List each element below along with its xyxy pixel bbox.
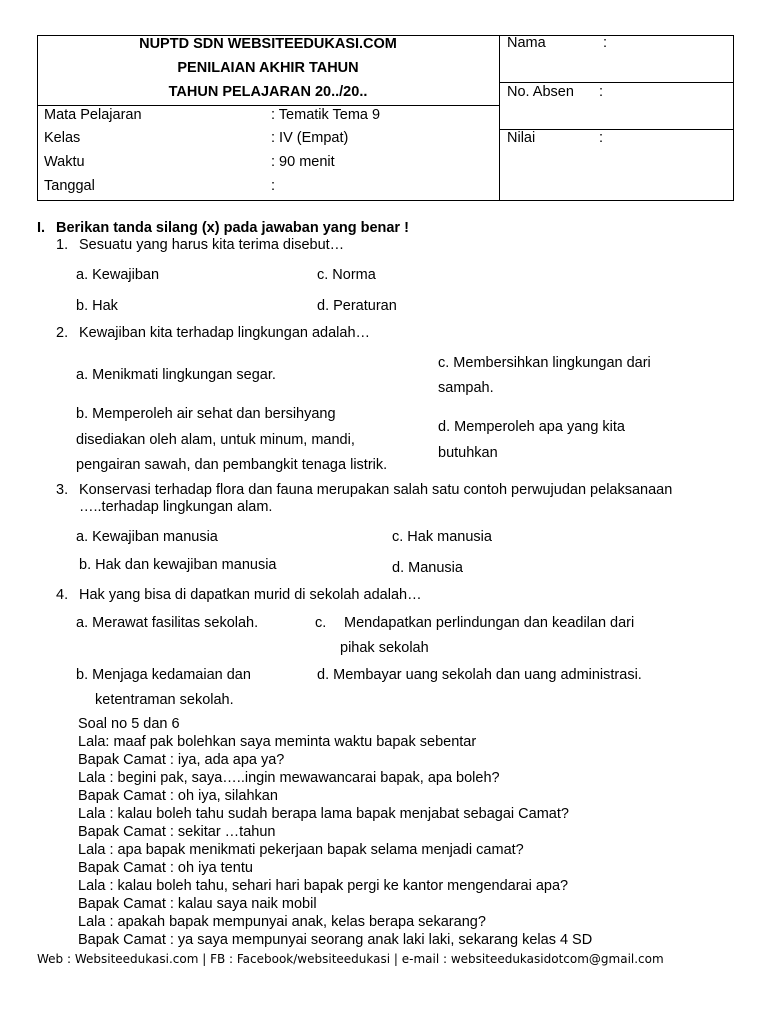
- absen-label: No. Absen: [507, 84, 574, 100]
- absen-colon: :: [599, 84, 604, 100]
- question-3-text-line-1: Konservasi terhadap flora dan fauna merupakan salah satu contoh perwujudan pelaksanaan: [79, 482, 673, 498]
- question-3-option-c: c. Hak manusia: [392, 529, 492, 545]
- question-4-option-b-line-1: b. Menjaga kedamaian dan: [76, 667, 251, 683]
- section-instruction: Berikan tanda silang (x) pada jawaban yang benar !: [56, 220, 409, 236]
- question-3-option-d: d. Manusia: [392, 560, 463, 576]
- dialog-line: Bapak Camat : iya, ada apa ya?: [78, 752, 285, 768]
- question-4-option-d: d. Membayar uang sekolah dan uang administrasi.: [317, 667, 642, 683]
- question-1-option-d: d. Peraturan: [317, 298, 397, 314]
- question-2-option-b-line-1: b. Memperoleh air sehat dan bersihyang: [76, 406, 336, 422]
- question-4-option-c-line-1: Mendapatkan perlindungan dan keadilan dari: [344, 615, 635, 631]
- field-label-class: Kelas: [44, 130, 81, 146]
- question-4-number: 4.: [56, 587, 69, 603]
- dialog-line: Lala : kalau boleh tahu sudah berapa lama bapak menjabat sebagai Camat?: [78, 806, 569, 822]
- field-value-time: : 90 menit: [271, 154, 335, 170]
- question-1-text: Sesuatu yang harus kita terima disebut…: [79, 237, 345, 253]
- question-3-text-line-2: …..terhadap lingkungan alam.: [79, 499, 273, 515]
- dialog-line: Lala : kalau boleh tahu, sehari hari bapak pergi ke kantor mengendarai apa?: [78, 878, 569, 894]
- question-2-option-b-line-2: disediakan oleh alam, untuk minum, mandi,: [76, 432, 355, 448]
- question-2-number: 2.: [56, 325, 69, 341]
- header-divider-vertical: [499, 35, 500, 201]
- question-2-option-c-line-1: c. Membersihkan lingkungan dari: [438, 355, 651, 371]
- field-value-class: : IV (Empat): [271, 130, 349, 146]
- question-3-option-a: a. Kewajiban manusia: [76, 529, 218, 545]
- header-divider-right-1: [499, 82, 734, 83]
- question-1-option-a: a. Kewajiban: [76, 267, 160, 283]
- field-value-date: :: [271, 178, 276, 194]
- question-3-number: 3.: [56, 482, 69, 498]
- question-4-text: Hak yang bisa di dapatkan murid di sekolah adalah…: [79, 587, 422, 603]
- question-3-option-b: b. Hak dan kewajiban manusia: [79, 557, 277, 573]
- name-label: Nama: [507, 35, 546, 51]
- dialog-line: Bapak Camat : sekitar …tahun: [78, 824, 276, 840]
- academic-year: TAHUN PELAJARAN 20../20..: [168, 84, 368, 100]
- question-2-option-d-line-2: butuhkan: [438, 445, 498, 461]
- question-2-option-d-line-1: d. Memperoleh apa yang kita: [438, 419, 625, 435]
- question-1-option-b: b. Hak: [76, 298, 118, 314]
- dialog-line: Bapak Camat : oh iya, silahkan: [78, 788, 278, 804]
- dialog-line: Lala : apa bapak menikmati pekerjaan bapak selama menjadi camat?: [78, 842, 524, 858]
- question-1-option-c: c. Norma: [317, 267, 376, 283]
- field-label-date: Tanggal: [44, 178, 95, 194]
- score-colon: :: [599, 130, 604, 146]
- footer-contact: Web : Websiteedukasi.com | FB : Facebook/websiteedukasi | e-mail : websiteedukasidotcom@gmail.com: [37, 952, 664, 966]
- section-number: I.: [37, 220, 46, 236]
- question-1-number: 1.: [56, 237, 69, 253]
- question-2-option-b-line-3: pengairan sawah, dan pembangkit tenaga listrik.: [76, 457, 388, 473]
- dialog-line: Bapak Camat : kalau saya naik mobil: [78, 896, 317, 912]
- question-2-option-c-line-2: sampah.: [438, 380, 494, 396]
- dialog-line: Bapak Camat : ya saya mempunyai seorang anak laki laki, sekarang kelas 4 SD: [78, 932, 593, 948]
- question-4-option-c-label: c.: [315, 615, 327, 631]
- dialog-line: Lala: maaf pak bolehkan saya meminta waktu bapak sebentar: [78, 734, 477, 750]
- question-4-option-a: a. Merawat fasilitas sekolah.: [76, 615, 259, 631]
- question-4-option-b-line-2: ketentraman sekolah.: [95, 692, 234, 708]
- question-2-text: Kewajiban kita terhadap lingkungan adalah…: [79, 325, 371, 341]
- field-label-time: Waktu: [44, 154, 85, 170]
- field-value-subject: : Tematik Tema 9: [271, 107, 381, 123]
- school-name: NUPTD SDN WEBSITEEDUKASI.COM: [139, 36, 397, 52]
- question-2-option-a: a. Menikmati lingkungan segar.: [76, 367, 276, 383]
- dialog-title: Soal no 5 dan 6: [78, 716, 180, 732]
- dialog-line: Lala : begini pak, saya…..ingin mewawancarai bapak, apa boleh?: [78, 770, 500, 786]
- dialog-line: Lala : apakah bapak mempunyai anak, kelas berapa sekarang?: [78, 914, 486, 930]
- field-label-subject: Mata Pelajaran: [44, 107, 142, 123]
- question-4-option-c-line-2: pihak sekolah: [340, 640, 429, 656]
- exam-title: PENILAIAN AKHIR TAHUN: [177, 60, 359, 76]
- header-divider-left: [37, 105, 499, 106]
- dialog-line: Bapak Camat : oh iya tentu: [78, 860, 253, 876]
- name-colon: :: [603, 35, 608, 51]
- score-label: Nilai: [507, 130, 536, 146]
